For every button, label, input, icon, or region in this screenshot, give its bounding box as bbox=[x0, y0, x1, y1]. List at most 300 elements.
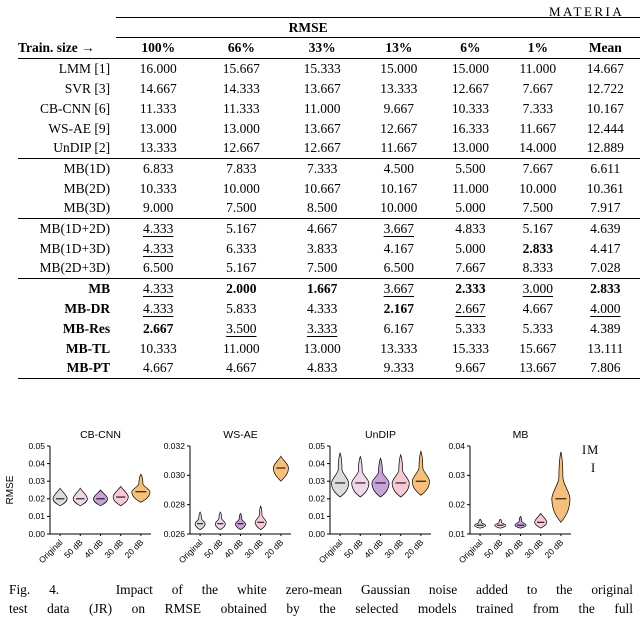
violin-40-db bbox=[93, 490, 107, 506]
row-label: MB(2D) bbox=[63, 180, 111, 196]
x-tick-label: 20 dB bbox=[402, 537, 426, 561]
table-cell-value: 2.000 bbox=[226, 280, 257, 296]
table-cell-value: 1.667 bbox=[306, 280, 338, 296]
table-cell-value: 7.500 bbox=[522, 200, 554, 216]
table-cell bbox=[200, 339, 282, 359]
table-row bbox=[18, 279, 640, 299]
table-cell-value: 13.667 bbox=[519, 360, 557, 376]
table-cell bbox=[436, 79, 505, 99]
column-header-1pct: 1% bbox=[505, 38, 571, 59]
table-cell-value: 7.333 bbox=[522, 100, 554, 116]
table-cell bbox=[116, 179, 200, 199]
table-cell bbox=[116, 219, 200, 239]
column-header-6pct: 6% bbox=[436, 38, 505, 59]
table-cell-value: 10.333 bbox=[139, 340, 177, 356]
table-cell bbox=[282, 339, 361, 359]
table-cell bbox=[116, 119, 200, 139]
table-cell-value: 11.000 bbox=[519, 60, 557, 76]
table-cell bbox=[505, 299, 571, 319]
table-cell bbox=[362, 319, 436, 339]
table-cell-value: 4.333 bbox=[143, 280, 174, 296]
table-cell-value: 6.333 bbox=[226, 240, 257, 256]
table-cell bbox=[282, 139, 361, 159]
x-tick-label: 50 dB bbox=[341, 537, 365, 561]
table-cell bbox=[200, 159, 282, 179]
table-cell bbox=[116, 319, 200, 339]
table-group-header: RMSE bbox=[116, 18, 640, 38]
table-cell-value: 15.333 bbox=[451, 340, 489, 356]
table-cell-value: 6.833 bbox=[143, 160, 174, 176]
table-cell-value: 5.000 bbox=[455, 200, 486, 216]
table-cell bbox=[200, 139, 282, 159]
violin-40-db bbox=[235, 513, 245, 529]
table-cell bbox=[436, 259, 505, 279]
column-header-100pct: 100% bbox=[116, 38, 200, 59]
table-cell-value: 2.667 bbox=[455, 300, 486, 316]
table-cell bbox=[436, 339, 505, 359]
table-cell-value: 6.500 bbox=[143, 260, 174, 276]
table-cell-value: 8.500 bbox=[306, 200, 338, 216]
table-cell-value: 10.000 bbox=[380, 200, 418, 216]
violin-20-db bbox=[552, 452, 570, 522]
table-cell-value: 13.333 bbox=[380, 80, 418, 96]
table-cell bbox=[116, 79, 200, 99]
violin-50-db bbox=[495, 519, 506, 528]
table-row bbox=[18, 79, 640, 99]
y-tick-label: 0.04 bbox=[28, 458, 45, 469]
table-cell bbox=[505, 119, 571, 139]
table-cell bbox=[200, 79, 282, 99]
table-cell-value: 4.833 bbox=[306, 360, 338, 376]
table-cell bbox=[571, 99, 640, 119]
violin-30-db bbox=[392, 455, 409, 497]
table-cell-value: 3.000 bbox=[522, 280, 554, 296]
y-tick-label: 0.01 bbox=[448, 528, 465, 539]
table-cell bbox=[362, 79, 436, 99]
table-cell bbox=[200, 219, 282, 239]
row-label: MB bbox=[18, 279, 116, 299]
violin-20-db bbox=[273, 456, 288, 481]
table-cell bbox=[436, 99, 505, 119]
table-cell-value: 10.000 bbox=[519, 180, 557, 196]
column-header-66pct: 66% bbox=[200, 38, 282, 59]
row-label: MB-PT bbox=[18, 359, 116, 379]
table-cell-value: 11.000 bbox=[303, 100, 341, 116]
table-row bbox=[18, 199, 640, 219]
table-cell-value: 5.000 bbox=[455, 240, 486, 256]
table-cell bbox=[571, 279, 640, 299]
y-tick-label: 0.05 bbox=[308, 440, 325, 451]
x-tick-label: 40 dB bbox=[82, 537, 105, 561]
y-tick-label: 0.04 bbox=[308, 458, 325, 469]
table-cell-value: 14.000 bbox=[519, 140, 557, 156]
table-cell bbox=[200, 299, 282, 319]
x-tick-label: 50 dB bbox=[481, 537, 505, 561]
table-cell bbox=[116, 359, 200, 379]
table-cell-value: 15.333 bbox=[303, 60, 341, 76]
table-cell bbox=[505, 79, 571, 99]
y-tick-label: 0.04 bbox=[448, 440, 465, 451]
table-cell bbox=[116, 199, 200, 219]
x-tick-label: 30 dB bbox=[102, 537, 126, 561]
violin-original bbox=[475, 519, 486, 528]
violin-30-db bbox=[535, 513, 547, 528]
table-cell-value: 6.611 bbox=[590, 160, 621, 176]
table-cell-value: 4.417 bbox=[590, 240, 621, 256]
row-label: MB-Res bbox=[62, 320, 111, 336]
table-cell-value: 3.667 bbox=[383, 220, 414, 236]
table-cell-value: 5.833 bbox=[226, 300, 257, 316]
table-cell bbox=[505, 219, 571, 239]
table-cell-value: 7.500 bbox=[306, 260, 338, 276]
subplot-title: MB bbox=[512, 429, 529, 441]
violin-original bbox=[332, 453, 349, 497]
table-cell bbox=[571, 259, 640, 279]
table-cell-value: 3.667 bbox=[383, 280, 414, 296]
table-cell bbox=[505, 99, 571, 119]
running-header: MATERIA bbox=[549, 4, 625, 19]
table-cell bbox=[362, 239, 436, 259]
table-cell-value: 10.667 bbox=[303, 180, 341, 196]
table-cell bbox=[362, 139, 436, 159]
table-cell-value: 6.167 bbox=[383, 320, 414, 336]
table-cell-value: 4.333 bbox=[143, 300, 174, 316]
y-tick-label: 0.028 bbox=[163, 499, 185, 510]
table-row bbox=[18, 119, 640, 139]
table-row bbox=[18, 259, 640, 279]
table-cell-value: 3.333 bbox=[306, 320, 338, 336]
table-cell-value: 13.000 bbox=[222, 120, 260, 136]
column-header-13pct: 13% bbox=[362, 38, 436, 59]
table-cell bbox=[282, 239, 361, 259]
table-cell-value: 7.667 bbox=[522, 80, 554, 96]
row-label: CB-CNN [6] bbox=[40, 100, 111, 116]
subplot-title: UnDIP bbox=[365, 429, 396, 441]
table-cell bbox=[571, 179, 640, 199]
table-cell bbox=[436, 299, 505, 319]
table-cell bbox=[362, 159, 436, 179]
violin-50-db bbox=[73, 488, 87, 506]
table-cell bbox=[505, 59, 571, 79]
violin-subplot-ws-ae bbox=[156, 428, 296, 580]
x-tick-label: 40 dB bbox=[502, 537, 525, 561]
table-cell-value: 3.833 bbox=[306, 240, 338, 256]
table-cell-value: 9.667 bbox=[455, 360, 486, 376]
violin-20-db bbox=[412, 451, 429, 495]
table-cell-value: 13.000 bbox=[451, 140, 489, 156]
x-tick-label: 20 dB bbox=[542, 537, 566, 561]
row-label: SVR [3] bbox=[64, 80, 111, 96]
violin-subplot-mb bbox=[436, 428, 576, 580]
y-tick-label: 0.01 bbox=[28, 511, 45, 522]
subplot-title: CB-CNN bbox=[80, 429, 121, 441]
figure-caption bbox=[9, 581, 633, 618]
table-cell bbox=[116, 139, 200, 159]
table-cell-value: 10.333 bbox=[451, 100, 489, 116]
table-corner-blank bbox=[18, 18, 116, 38]
row-label: UnDIP [2] bbox=[53, 140, 111, 156]
table-cell bbox=[282, 219, 361, 239]
x-tick-label: 20 dB bbox=[262, 537, 286, 561]
table-cell-value: 4.667 bbox=[226, 360, 257, 376]
y-tick-label: 0.02 bbox=[308, 493, 325, 504]
table-cell-value: 4.500 bbox=[383, 160, 414, 176]
table-cell-value: 10.167 bbox=[380, 180, 418, 196]
table-cell bbox=[436, 319, 505, 339]
table-cell bbox=[282, 359, 361, 379]
table-cell-value: 2.833 bbox=[590, 280, 621, 296]
table-cell bbox=[436, 119, 505, 139]
table-cell bbox=[362, 179, 436, 199]
table-cell-value: 12.667 bbox=[380, 120, 418, 136]
table-cell-value: 3.500 bbox=[226, 320, 257, 336]
table-cell bbox=[200, 239, 282, 259]
table-cell bbox=[200, 319, 282, 339]
column-header-mean: Mean bbox=[571, 38, 640, 59]
table-cell bbox=[200, 359, 282, 379]
table-row bbox=[18, 359, 640, 379]
table-cell-value: 14.667 bbox=[586, 60, 624, 76]
table-cell bbox=[282, 79, 361, 99]
y-tick-label: 0.03 bbox=[308, 476, 325, 486]
figure-caption-line1: Fig. 4. Impact of the white zero-mean Gaussian noise added to the original bbox=[9, 582, 633, 597]
row-label: MB(1D) bbox=[18, 159, 116, 179]
table-cell-value: 7.028 bbox=[590, 260, 621, 276]
table-cell-value: 12.722 bbox=[586, 80, 624, 96]
table-row bbox=[18, 299, 640, 319]
table-cell bbox=[282, 99, 361, 119]
table-cell bbox=[282, 119, 361, 139]
table-row bbox=[18, 139, 640, 159]
side-text-line2: I bbox=[591, 461, 597, 475]
table-cell-value: 11.667 bbox=[380, 140, 418, 156]
table-cell bbox=[571, 199, 640, 219]
table-cell-value: 9.667 bbox=[383, 100, 414, 116]
table-cell-value: 13.333 bbox=[380, 340, 418, 356]
table-cell-value: 11.000 bbox=[452, 180, 489, 196]
x-tick-label: 20 dB bbox=[122, 537, 146, 561]
table-cell bbox=[362, 359, 436, 379]
table-row bbox=[18, 239, 640, 259]
table-cell-value: 2.333 bbox=[455, 280, 486, 296]
table-cell-value: 11.333 bbox=[223, 100, 260, 116]
table-cell-value: 4.833 bbox=[455, 220, 486, 236]
table-cell-value: 4.333 bbox=[306, 300, 338, 316]
subplot-title: WS-AE bbox=[223, 429, 258, 441]
table-cell-value: 7.806 bbox=[590, 360, 621, 376]
table-cell-value: 15.667 bbox=[222, 60, 260, 76]
table-cell bbox=[362, 279, 436, 299]
table-cell bbox=[200, 99, 282, 119]
table-cell-value: 13.000 bbox=[303, 340, 341, 356]
table-cell bbox=[282, 59, 361, 79]
table-cell bbox=[571, 359, 640, 379]
table-cell-value: 16.333 bbox=[451, 120, 489, 136]
violin-40-db bbox=[372, 458, 389, 497]
table-cell bbox=[116, 99, 200, 119]
table-cell-value: 7.667 bbox=[455, 260, 486, 276]
table-cell-value: 7.500 bbox=[226, 200, 257, 216]
row-label: MB-TL bbox=[65, 340, 111, 356]
x-tick-label: 50 dB bbox=[61, 537, 85, 561]
table-cell-value: 13.111 bbox=[587, 340, 624, 356]
table-cell-value: 2.667 bbox=[143, 320, 174, 336]
table-cell bbox=[282, 179, 361, 199]
table-cell bbox=[571, 239, 640, 259]
table-cell-value: 5.167 bbox=[226, 220, 257, 236]
table-cell-value: 15.000 bbox=[451, 60, 489, 76]
y-tick-label: 0.02 bbox=[28, 493, 45, 504]
table-cell-value: 7.333 bbox=[306, 160, 338, 176]
side-text-fragment bbox=[582, 443, 599, 476]
table-cell-value: 4.667 bbox=[522, 300, 554, 316]
table-cell bbox=[282, 279, 361, 299]
table-row bbox=[18, 159, 640, 179]
table-cell bbox=[362, 199, 436, 219]
table-cell-value: 2.167 bbox=[383, 300, 414, 316]
table-cell bbox=[571, 219, 640, 239]
side-text-line1: IM bbox=[582, 443, 600, 457]
table-cell bbox=[362, 219, 436, 239]
table-cell bbox=[505, 139, 571, 159]
table-cell bbox=[571, 159, 640, 179]
violin-original bbox=[53, 488, 67, 506]
table-cell bbox=[200, 279, 282, 299]
x-tick-label: 30 dB bbox=[242, 537, 266, 561]
table-cell-value: 4.167 bbox=[383, 240, 414, 256]
table-cell bbox=[505, 179, 571, 199]
x-tick-label: 30 dB bbox=[382, 537, 406, 561]
table-cell-value: 4.333 bbox=[143, 220, 174, 236]
table-cell bbox=[436, 159, 505, 179]
violin-subplot-cb-cnn bbox=[4, 428, 156, 580]
table-cell-value: 14.667 bbox=[139, 80, 177, 96]
table-cell-value: 4.333 bbox=[143, 240, 174, 256]
table-cell bbox=[116, 239, 200, 259]
table-cell bbox=[571, 299, 640, 319]
row-label: MB(1D+3D) bbox=[39, 240, 111, 256]
table-cell bbox=[282, 299, 361, 319]
row-label: LMM [1] bbox=[58, 60, 111, 76]
x-tick-label: Original bbox=[36, 537, 65, 566]
x-tick-label: 30 dB bbox=[522, 537, 546, 561]
table-cell-value: 11.667 bbox=[519, 120, 557, 136]
table-cell bbox=[116, 279, 200, 299]
table-cell bbox=[362, 259, 436, 279]
table-cell-value: 6.500 bbox=[383, 260, 414, 276]
table-cell-value: 5.333 bbox=[522, 320, 554, 336]
violin-50-db bbox=[215, 512, 225, 530]
table-cell bbox=[116, 259, 200, 279]
y-axis-label: RMSE bbox=[5, 475, 16, 505]
table-cell bbox=[362, 99, 436, 119]
table-cell-value: 4.000 bbox=[590, 300, 621, 316]
table-cell-value: 2.833 bbox=[522, 240, 554, 256]
table-cell-value: 10.000 bbox=[222, 180, 260, 196]
y-tick-label: 0.02 bbox=[448, 499, 465, 510]
table-cell bbox=[436, 359, 505, 379]
table-cell-value: 11.333 bbox=[139, 100, 177, 116]
table-cell-value: 13.000 bbox=[139, 120, 177, 136]
table-cell bbox=[282, 319, 361, 339]
row-label: MB(2D+3D) bbox=[39, 260, 111, 276]
table-cell bbox=[505, 339, 571, 359]
y-tick-label: 0.03 bbox=[28, 476, 45, 486]
table-cell-value: 4.389 bbox=[590, 320, 621, 336]
table-row bbox=[18, 99, 640, 119]
table-row bbox=[18, 219, 640, 239]
row-label: WS-AE [9] bbox=[48, 120, 111, 136]
table-cell bbox=[436, 219, 505, 239]
table-cell-value: 7.917 bbox=[590, 200, 621, 216]
table-cell-value: 11.000 bbox=[223, 340, 260, 356]
table-row bbox=[18, 59, 640, 79]
table-cell bbox=[436, 139, 505, 159]
table-cell-value: 7.833 bbox=[226, 160, 257, 176]
table-cell-value: 5.167 bbox=[522, 220, 554, 236]
table-cell-value: 12.889 bbox=[586, 140, 624, 156]
table-cell-value: 12.667 bbox=[222, 140, 260, 156]
table-cell bbox=[362, 59, 436, 79]
row-label: MB(3D) bbox=[63, 200, 111, 216]
table-cell bbox=[436, 199, 505, 219]
table-cell-value: 10.333 bbox=[139, 180, 177, 196]
y-tick-label: 0.01 bbox=[308, 511, 325, 522]
table-cell bbox=[282, 259, 361, 279]
violin-20-db bbox=[132, 474, 150, 502]
table-cell bbox=[505, 319, 571, 339]
table-cell bbox=[362, 299, 436, 319]
y-tick-label: 0.05 bbox=[28, 440, 45, 451]
table-cell-value: 8.333 bbox=[522, 260, 554, 276]
table-cell-value: 15.667 bbox=[519, 340, 557, 356]
table-cell-value: 4.639 bbox=[590, 220, 621, 236]
table-cell bbox=[571, 119, 640, 139]
table-cell bbox=[282, 199, 361, 219]
table-cell bbox=[571, 139, 640, 159]
train-size-label: Train. size → bbox=[18, 38, 116, 59]
table-cell bbox=[116, 299, 200, 319]
table-cell bbox=[571, 59, 640, 79]
table-cell bbox=[200, 59, 282, 79]
violin-original bbox=[195, 512, 205, 530]
table-cell bbox=[116, 159, 200, 179]
y-tick-label: 0.030 bbox=[163, 470, 185, 481]
table-row bbox=[18, 319, 640, 339]
table-cell bbox=[571, 339, 640, 359]
table-cell-value: 5.500 bbox=[455, 160, 486, 176]
table-cell bbox=[436, 59, 505, 79]
table-cell bbox=[282, 159, 361, 179]
figure-violin-plots bbox=[4, 428, 576, 580]
x-tick-label: Original bbox=[456, 537, 485, 566]
table-cell-value: 12.667 bbox=[451, 80, 489, 96]
table-cell bbox=[571, 319, 640, 339]
table-cell bbox=[200, 259, 282, 279]
table-cell-value: 13.667 bbox=[303, 120, 341, 136]
column-header-33pct: 33% bbox=[282, 38, 361, 59]
table-cell-value: 10.361 bbox=[586, 180, 624, 196]
table-cell-value: 16.000 bbox=[139, 60, 177, 76]
x-tick-label: 40 dB bbox=[362, 537, 385, 561]
violin-50-db bbox=[352, 457, 369, 497]
figure-caption-line2: test data (JR) on RMSE obtained by the selected models trained from the full bbox=[9, 600, 633, 616]
x-tick-label: 40 dB bbox=[222, 537, 245, 561]
table-cell bbox=[436, 179, 505, 199]
table-cell-value: 13.333 bbox=[139, 140, 177, 156]
x-tick-label: Original bbox=[316, 537, 345, 566]
table-cell-value: 14.333 bbox=[222, 80, 260, 96]
